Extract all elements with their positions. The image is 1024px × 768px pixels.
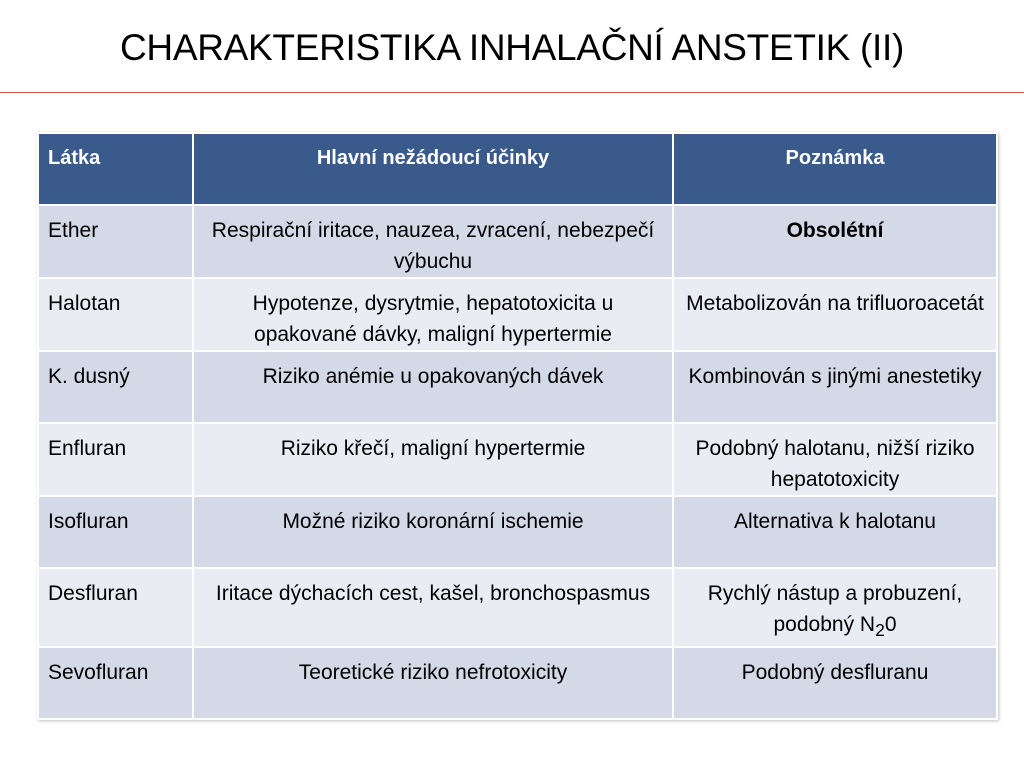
cell-substance: Halotan [38, 278, 193, 351]
cell-substance: Ether [38, 205, 193, 278]
cell-substance: Sevofluran [38, 647, 193, 719]
cell-note: Metabolizován na trifluoroacetát [673, 278, 997, 351]
cell-substance: Desfluran [38, 568, 193, 647]
slide-title: CHARAKTERISTIKA INHALAČNÍ ANSTETIK (II) [120, 27, 904, 68]
cell-substance: Enfluran [38, 423, 193, 496]
cell-effects: Iritace dýchacích cest, kašel, bronchospasmus [193, 568, 673, 647]
cell-effects: Možné riziko koronární ischemie [193, 496, 673, 568]
table-row-nitrous-oxide [38, 351, 997, 423]
column-header-adverse-effects: Hlavní nežádoucí účinky [193, 133, 673, 205]
note-text: Rychlý nástup a probuzení, podobný N [707, 582, 963, 636]
table-header-row [38, 133, 997, 205]
table-row-sevofluran [38, 647, 997, 719]
table-row-enfluran [38, 423, 997, 496]
cell-substance: Isofluran [38, 496, 193, 568]
cell-effects: Teoretické riziko nefrotoxicity [193, 647, 673, 719]
table-row-isofluran [38, 496, 997, 568]
table-row-ether [38, 205, 997, 278]
cell-note: Kombinován s jinými anestetiky [673, 351, 997, 423]
cell-note: Obsolétní [673, 205, 997, 278]
column-header-note: Poznámka [673, 133, 997, 205]
cell-note: Alternativa k halotanu [673, 496, 997, 568]
cell-note [673, 568, 997, 647]
column-header-substance: Látka [38, 133, 193, 205]
anesthetics-table [37, 132, 998, 720]
cell-effects: Hypotenze, dysrytmie, hepatotoxicita u opakované dávky, maligní hypertermie [193, 278, 673, 351]
cell-effects: Riziko anémie u opakovaných dávek [193, 351, 673, 423]
table-row-halotan [38, 278, 997, 351]
cell-note: Podobný halotanu, nižší riziko hepatotoxicity [673, 423, 997, 496]
cell-substance: K. dusný [38, 351, 193, 423]
note-text-suffix: 0 [884, 613, 897, 636]
note-subscript: 2 [875, 620, 885, 641]
table-row-desfluran [38, 568, 997, 647]
cell-effects: Riziko křečí, maligní hypertermie [193, 423, 673, 496]
title-divider [0, 92, 1024, 93]
cell-note: Podobný desfluranu [673, 647, 997, 719]
cell-effects: Respirační iritace, nauzea, zvracení, nebezpečí výbuchu [193, 205, 673, 278]
